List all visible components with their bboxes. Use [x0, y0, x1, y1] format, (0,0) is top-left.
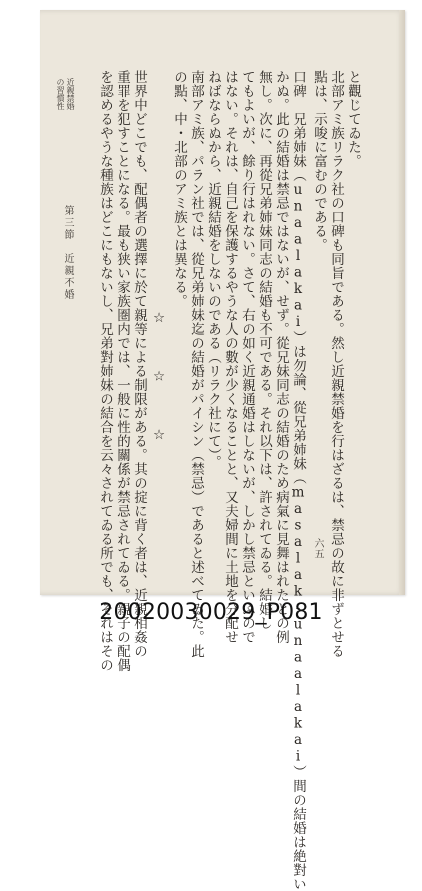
section-divider-stars: ☆ ☆ ☆: [151, 310, 167, 444]
marginal-note-1: 近親禁婚: [66, 78, 75, 110]
marginal-note-2: の習慣性: [56, 78, 65, 110]
body-line-2: 北部アミ族リラク社の口碑も同旨である。然し近親禁婚を行はざるは、禁忌の故に非ずとせる: [328, 70, 344, 658]
body-line-6: 無し。次に、再從兄弟姉妹同志の結婚も不可である。それ以下は、許されてゐる。結婚し: [256, 70, 272, 630]
body-line-8: はない。それは、自己を保護するやうな人の數が少くなることと、又夫婦間に土地を分配せ: [222, 70, 238, 644]
page-number: 六五: [312, 538, 323, 559]
body-line-5: かぬ。此の結婚は禁忌ではないが、せず。從兄妹同志の結婚のため病氣に見舞はれたとの例: [273, 70, 289, 644]
body-line-1: と觀じてゐた。: [345, 70, 361, 168]
running-header: 第三節 近親不婚: [62, 205, 73, 301]
image-caption: 20020030029_P081: [99, 600, 323, 625]
body-line-10: 南部アミ族、パラン社では、從兄弟姉妹迄の結婚がパイシン（禁忌）であると述べてゐた。此: [188, 70, 204, 658]
body-line-13: 重罪を犯すことになる。最も狭い家族圏内では、一般に性的關係が禁忌されてゐる。親子の配偶: [114, 70, 130, 672]
body-line-3: 點は、示唆に富むのである。: [311, 70, 327, 252]
body-line-9: ねばならぬから、近親結婚をしないのである（リラク社にて）。: [205, 70, 221, 470]
body-line-14: を認めるやうな種族はどこにもないし、兄弟對姉妹の結合を云々されてゐる所でも、それはその: [97, 70, 113, 672]
body-line-4: 口碑 兄弟姉妹（unaalakai）は勿論、從兄弟姉妹（masalak-unaalakai）間の結婚は絶對い: [290, 70, 306, 891]
body-line-7: てもよいが、餘り行はれない。さて、右の如く近親通婚はしないが、しかし禁忌といふので: [239, 70, 255, 644]
body-line-11: の點、中・北部のアミ族とは異なる。: [171, 70, 187, 308]
page-edge-shadow: [399, 10, 405, 595]
body-line-12: 世界中どこでも、配偶者の選擇に於て親等による制限がある。其の掟に背く者は、近親相姦の: [131, 70, 147, 658]
